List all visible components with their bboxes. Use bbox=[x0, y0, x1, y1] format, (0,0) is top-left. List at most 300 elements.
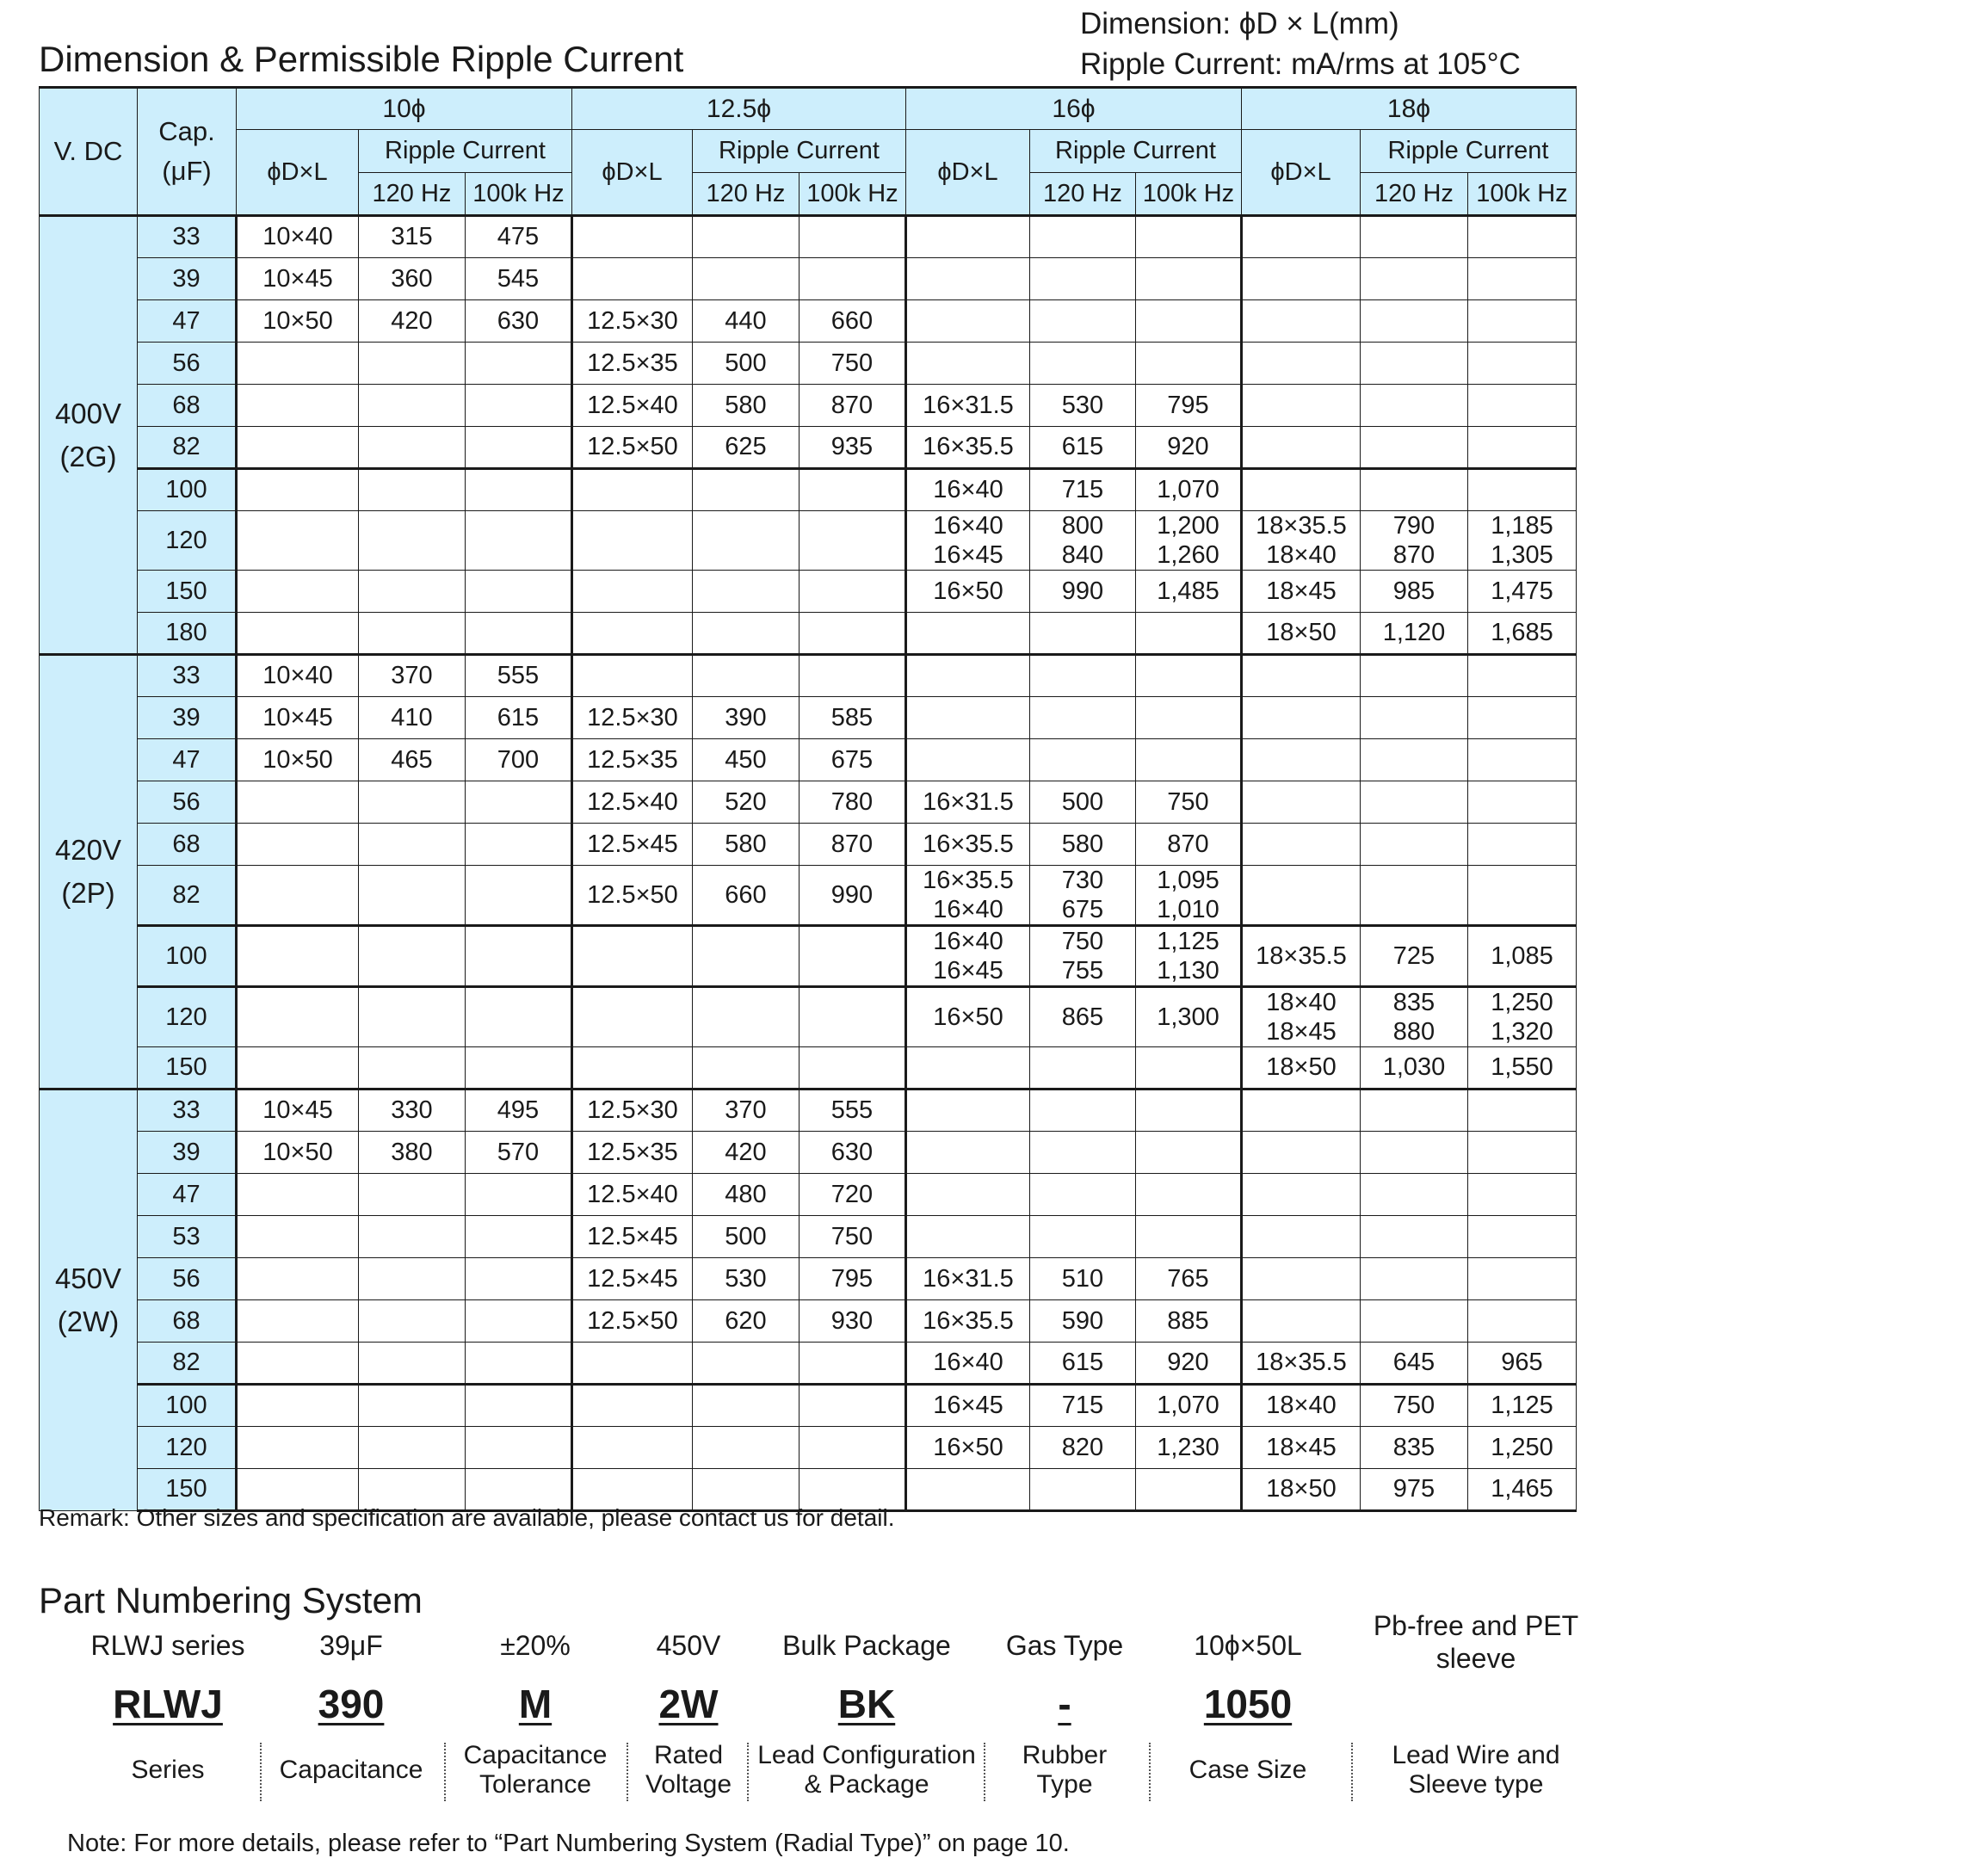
dl-header: ϕD×L bbox=[572, 130, 693, 216]
ripple-100khz-cell: 1,070 bbox=[1136, 469, 1242, 511]
dimension-cell: 12.5×50 bbox=[572, 1300, 693, 1343]
ripple-100khz-cell bbox=[800, 469, 906, 511]
ripple-100khz-cell: 990 bbox=[800, 866, 906, 926]
ripple-120hz-cell bbox=[693, 571, 800, 613]
ripple-120hz-cell: 370 bbox=[359, 655, 466, 697]
part-number-code: M bbox=[518, 1682, 553, 1726]
ripple-100khz-cell: 675 bbox=[800, 739, 906, 781]
dimension-cell bbox=[572, 613, 693, 655]
ripple-120hz-cell: 410 bbox=[359, 697, 466, 739]
ripple-120hz-cell bbox=[1030, 697, 1136, 739]
remark-text: Remark: Other sizes and specification are available, please contact us for detail. bbox=[39, 1504, 895, 1531]
capacitance-cell: 47 bbox=[138, 1174, 237, 1216]
part-number-label: Lead Configuration & Package bbox=[757, 1741, 976, 1799]
ripple-100khz-cell bbox=[1468, 866, 1577, 926]
ripple-100khz-cell: 1,185 1,305 bbox=[1468, 511, 1577, 571]
ripple-100khz-cell bbox=[1136, 216, 1242, 258]
dimension-cell bbox=[237, 613, 359, 655]
ripple-120hz-cell: 730 675 bbox=[1030, 866, 1136, 926]
dimension-cell: 18×50 bbox=[1242, 613, 1361, 655]
dimension-cell bbox=[572, 987, 693, 1047]
capacitance-cell: 68 bbox=[138, 824, 237, 866]
ripple-100khz-cell: 1,230 bbox=[1136, 1427, 1242, 1469]
ripple-100khz-cell bbox=[466, 613, 572, 655]
ripple-120hz-cell bbox=[693, 216, 800, 258]
ripple-100khz-cell bbox=[466, 926, 572, 987]
ripple-120hz-cell: 580 bbox=[1030, 824, 1136, 866]
freq-100k-header: 100k Hz bbox=[800, 173, 906, 216]
table-row bbox=[40, 1258, 1577, 1300]
ripple-120hz-cell bbox=[1030, 655, 1136, 697]
ripple-120hz-cell: 750 755 bbox=[1030, 926, 1136, 987]
dl-header: ϕD×L bbox=[1242, 130, 1361, 216]
part-number-label: Capacitance Tolerance bbox=[463, 1741, 608, 1799]
dimension-cell bbox=[237, 427, 359, 469]
dimension-cell: 18×35.5 bbox=[1242, 1343, 1361, 1385]
dimension-cell bbox=[572, 571, 693, 613]
vdc-header: V. DC bbox=[40, 88, 138, 216]
dimension-cell: 16×35.5 bbox=[906, 824, 1030, 866]
ripple-120hz-cell: 440 bbox=[693, 300, 800, 343]
ripple-120hz-cell: 835 880 bbox=[1361, 987, 1468, 1047]
ripple-120hz-cell: 985 bbox=[1361, 571, 1468, 613]
ripple-100khz-cell: 660 bbox=[800, 300, 906, 343]
ripple-100khz-cell bbox=[800, 987, 906, 1047]
ripple-120hz-cell bbox=[359, 511, 466, 571]
group-header-10: 10ϕ bbox=[237, 88, 572, 130]
table-row bbox=[40, 571, 1577, 613]
ripple-120hz-cell: 715 bbox=[1030, 469, 1136, 511]
capacitance-cell: 82 bbox=[138, 1343, 237, 1385]
ripple-100khz-cell bbox=[1136, 1216, 1242, 1258]
dimension-cell bbox=[1242, 1258, 1361, 1300]
table-row bbox=[40, 824, 1577, 866]
ripple-120hz-cell: 620 bbox=[693, 1300, 800, 1343]
ripple-120hz-cell bbox=[1361, 1300, 1468, 1343]
dimension-cell: 18×50 bbox=[1242, 1047, 1361, 1089]
table-row bbox=[40, 1089, 1577, 1132]
table-row bbox=[40, 469, 1577, 511]
ripple-120hz-cell: 615 bbox=[1030, 427, 1136, 469]
ripple-120hz-cell bbox=[1030, 1089, 1136, 1132]
dimension-cell: 12.5×30 bbox=[572, 1089, 693, 1132]
ripple-100khz-cell: 1,485 bbox=[1136, 571, 1242, 613]
part-number-separator bbox=[627, 1743, 628, 1801]
group-header-16: 16ϕ bbox=[906, 88, 1242, 130]
table-row bbox=[40, 781, 1577, 824]
dimension-cell bbox=[1242, 866, 1361, 926]
ripple-100khz-cell bbox=[1136, 1089, 1242, 1132]
ripple-120hz-cell bbox=[693, 469, 800, 511]
dimension-cell: 12.5×35 bbox=[572, 739, 693, 781]
ripple-100khz-cell bbox=[1468, 1132, 1577, 1174]
dimension-cell bbox=[237, 571, 359, 613]
dimension-cell: 12.5×35 bbox=[572, 343, 693, 385]
dimension-cell: 16×40 bbox=[906, 1343, 1030, 1385]
ripple-100khz-cell bbox=[466, 1174, 572, 1216]
ripple-unit-note: Ripple Current: mA/rms at 105°C bbox=[1080, 47, 1521, 81]
dimension-cell: 18×45 bbox=[1242, 571, 1361, 613]
ripple-120hz-cell: 790 870 bbox=[1361, 511, 1468, 571]
dimension-cell bbox=[237, 1216, 359, 1258]
dimension-cell: 12.5×45 bbox=[572, 1258, 693, 1300]
ripple-100khz-cell bbox=[1468, 655, 1577, 697]
ripple-120hz-cell bbox=[1361, 866, 1468, 926]
dimension-cell bbox=[1242, 1089, 1361, 1132]
capacitance-cell: 82 bbox=[138, 866, 237, 926]
ripple-120hz-cell: 380 bbox=[359, 1132, 466, 1174]
part-number-code: 2W bbox=[658, 1682, 719, 1726]
ripple-current-table bbox=[39, 86, 1577, 1512]
dimension-cell bbox=[1242, 300, 1361, 343]
dimension-cell bbox=[906, 1047, 1030, 1089]
ripple-100khz-cell: 780 bbox=[800, 781, 906, 824]
dimension-cell bbox=[237, 1047, 359, 1089]
capacitance-cell: 120 bbox=[138, 987, 237, 1047]
capacitance-cell: 68 bbox=[138, 385, 237, 427]
dimension-cell bbox=[237, 1258, 359, 1300]
ripple-100khz-cell bbox=[800, 216, 906, 258]
freq-120-header: 120 Hz bbox=[1361, 173, 1468, 216]
dimension-cell: 18×40 bbox=[1242, 1385, 1361, 1427]
ripple-120hz-cell bbox=[1030, 1216, 1136, 1258]
dimension-cell: 10×45 bbox=[237, 258, 359, 300]
table-row bbox=[40, 1343, 1577, 1385]
ripple-120hz-cell: 510 bbox=[1030, 1258, 1136, 1300]
dimension-cell bbox=[572, 216, 693, 258]
freq-120-header: 120 Hz bbox=[693, 173, 800, 216]
part-number-description: 39μF bbox=[319, 1630, 383, 1661]
ripple-120hz-cell bbox=[1030, 343, 1136, 385]
capacitance-cell: 39 bbox=[138, 1132, 237, 1174]
part-number-label: Capacitance bbox=[279, 1756, 423, 1784]
table-row bbox=[40, 655, 1577, 697]
ripple-100khz-cell: 870 bbox=[1136, 824, 1242, 866]
ripple-120hz-cell bbox=[693, 1385, 800, 1427]
voltage-label: 400V bbox=[54, 397, 122, 429]
ripple-100khz-cell: 720 bbox=[800, 1174, 906, 1216]
ripple-120hz-cell bbox=[1361, 1216, 1468, 1258]
ripple-100khz-cell bbox=[1468, 697, 1577, 739]
ripple-120hz-cell: 530 bbox=[1030, 385, 1136, 427]
dimension-cell: 10×50 bbox=[237, 1132, 359, 1174]
ripple-120hz-cell: 420 bbox=[693, 1132, 800, 1174]
table-row bbox=[40, 385, 1577, 427]
dimension-cell bbox=[237, 824, 359, 866]
ripple-120hz-cell: 530 bbox=[693, 1258, 800, 1300]
ripple-100khz-cell bbox=[1136, 1469, 1242, 1511]
cap-header-line2: (μF) bbox=[162, 156, 212, 186]
dimension-cell bbox=[1242, 385, 1361, 427]
dimension-cell bbox=[1242, 1132, 1361, 1174]
ripple-100khz-cell: 765 bbox=[1136, 1258, 1242, 1300]
dimension-cell: 10×50 bbox=[237, 300, 359, 343]
dimension-cell bbox=[572, 1047, 693, 1089]
ripple-100khz-cell bbox=[800, 926, 906, 987]
part-number-label: Series bbox=[131, 1756, 205, 1784]
ripple-100khz-cell: 630 bbox=[466, 300, 572, 343]
ripple-120hz-cell bbox=[1030, 216, 1136, 258]
ripple-100khz-cell: 870 bbox=[800, 385, 906, 427]
part-number-description: 450V bbox=[656, 1630, 721, 1661]
group-header-12-5: 12.5ϕ bbox=[572, 88, 906, 130]
ripple-100khz-cell bbox=[466, 866, 572, 926]
part-number-description: Pb-free and PET sleeve bbox=[1373, 1610, 1579, 1674]
ripple-100khz-cell: 1,250 1,320 bbox=[1468, 987, 1577, 1047]
dimension-cell bbox=[906, 1216, 1030, 1258]
ripple-120hz-cell: 590 bbox=[1030, 1300, 1136, 1343]
ripple-120hz-cell: 465 bbox=[359, 739, 466, 781]
ripple-100khz-cell bbox=[1136, 697, 1242, 739]
ripple-100khz-cell bbox=[1468, 1174, 1577, 1216]
dimension-cell bbox=[572, 655, 693, 697]
ripple-100khz-cell bbox=[1468, 469, 1577, 511]
capacitance-cell: 33 bbox=[138, 655, 237, 697]
part-number-description: Bulk Package bbox=[782, 1630, 951, 1661]
part-number-code: - bbox=[1058, 1682, 1071, 1726]
part-numbering-title: Part Numbering System bbox=[39, 1580, 423, 1620]
capacitance-cell: 39 bbox=[138, 697, 237, 739]
table-row bbox=[40, 987, 1577, 1047]
ripple-100khz-cell: 1,095 1,010 bbox=[1136, 866, 1242, 926]
cap-header-line1: Cap. bbox=[158, 116, 215, 146]
dimension-cell: 12.5×45 bbox=[572, 1216, 693, 1258]
cap-header bbox=[138, 88, 237, 216]
ripple-120hz-cell: 580 bbox=[693, 385, 800, 427]
ripple-120hz-cell bbox=[359, 987, 466, 1047]
part-number-separator bbox=[260, 1743, 262, 1801]
table-row bbox=[40, 926, 1577, 987]
dimension-cell: 12.5×50 bbox=[572, 427, 693, 469]
ripple-100khz-cell bbox=[466, 1343, 572, 1385]
capacitance-cell: 56 bbox=[138, 343, 237, 385]
dimension-cell bbox=[1242, 824, 1361, 866]
ripple-120hz-cell: 715 bbox=[1030, 1385, 1136, 1427]
page-title: Dimension & Permissible Ripple Current bbox=[39, 39, 684, 79]
capacitance-cell: 56 bbox=[138, 781, 237, 824]
ripple-120hz-cell bbox=[693, 258, 800, 300]
dimension-cell: 10×40 bbox=[237, 655, 359, 697]
dimension-cell: 10×45 bbox=[237, 697, 359, 739]
table-row bbox=[40, 739, 1577, 781]
ripple-100khz-cell: 1,465 bbox=[1468, 1469, 1577, 1511]
ripple-100khz-cell: 750 bbox=[1136, 781, 1242, 824]
dimension-cell bbox=[906, 1174, 1030, 1216]
ripple-120hz-cell: 500 bbox=[693, 343, 800, 385]
ripple-100khz-cell bbox=[1136, 258, 1242, 300]
capacitance-cell: 68 bbox=[138, 1300, 237, 1343]
capacitance-cell: 39 bbox=[138, 258, 237, 300]
dimension-cell: 10×50 bbox=[237, 739, 359, 781]
dimension-cell bbox=[572, 469, 693, 511]
ripple-100khz-cell bbox=[466, 343, 572, 385]
dimension-cell bbox=[237, 1385, 359, 1427]
table-row bbox=[40, 343, 1577, 385]
dimension-cell: 16×45 bbox=[906, 1385, 1030, 1427]
ripple-100khz-cell: 570 bbox=[466, 1132, 572, 1174]
ripple-100khz-cell bbox=[466, 987, 572, 1047]
ripple-120hz-cell: 420 bbox=[359, 300, 466, 343]
ripple-100khz-cell: 1,200 1,260 bbox=[1136, 511, 1242, 571]
dimension-cell: 12.5×50 bbox=[572, 866, 693, 926]
dimension-cell bbox=[1242, 258, 1361, 300]
ripple-100khz-cell: 750 bbox=[800, 343, 906, 385]
dimension-cell: 16×35.5 16×40 bbox=[906, 866, 1030, 926]
note-text: Note: For more details, please refer to “Part Numbering System (Radial Type)” on page 10. bbox=[67, 1830, 1070, 1857]
dimension-cell: 18×50 bbox=[1242, 1469, 1361, 1511]
ripple-100khz-cell bbox=[466, 824, 572, 866]
ripple-100khz-cell bbox=[800, 655, 906, 697]
ripple-100khz-cell: 795 bbox=[1136, 385, 1242, 427]
dimension-cell bbox=[1242, 427, 1361, 469]
ripple-120hz-cell bbox=[1361, 385, 1468, 427]
ripple-100khz-cell: 795 bbox=[800, 1258, 906, 1300]
ripple-100khz-cell bbox=[466, 1427, 572, 1469]
ripple-120hz-cell: 500 bbox=[693, 1216, 800, 1258]
dimension-cell bbox=[572, 926, 693, 987]
ripple-120hz-cell: 865 bbox=[1030, 987, 1136, 1047]
table-row bbox=[40, 300, 1577, 343]
table-row bbox=[40, 1047, 1577, 1089]
dl-header: ϕD×L bbox=[237, 130, 359, 216]
ripple-120hz-cell: 370 bbox=[693, 1089, 800, 1132]
dimension-cell bbox=[237, 866, 359, 926]
ripple-100khz-cell: 1,475 bbox=[1468, 571, 1577, 613]
ripple-120hz-cell bbox=[359, 571, 466, 613]
ripple-120hz-cell: 520 bbox=[693, 781, 800, 824]
ripple-100khz-cell: 1,070 bbox=[1136, 1385, 1242, 1427]
part-number-code: RLWJ bbox=[113, 1682, 223, 1726]
ripple-120hz-cell bbox=[359, 866, 466, 926]
voltage-label: (2G) bbox=[59, 440, 117, 472]
dimension-cell: 18×35.5 18×40 bbox=[1242, 511, 1361, 571]
ripple-120hz-cell bbox=[359, 1047, 466, 1089]
ripple-120hz-cell bbox=[359, 926, 466, 987]
dimension-cell bbox=[906, 300, 1030, 343]
ripple-100khz-cell: 1,125 bbox=[1468, 1385, 1577, 1427]
ripple-100khz-cell bbox=[800, 511, 906, 571]
table-row bbox=[40, 613, 1577, 655]
ripple-100khz-cell: 750 bbox=[800, 1216, 906, 1258]
part-number-separator bbox=[747, 1743, 749, 1801]
ripple-120hz-cell: 835 bbox=[1361, 1427, 1468, 1469]
ripple-100khz-cell: 630 bbox=[800, 1132, 906, 1174]
table-row bbox=[40, 1385, 1577, 1427]
ripple-120hz-cell: 625 bbox=[693, 427, 800, 469]
ripple-header: Ripple Current bbox=[1361, 130, 1577, 173]
table-body bbox=[40, 216, 1577, 1511]
ripple-120hz-cell: 500 bbox=[1030, 781, 1136, 824]
ripple-120hz-cell bbox=[1361, 655, 1468, 697]
dimension-cell: 16×31.5 bbox=[906, 385, 1030, 427]
capacitance-cell: 150 bbox=[138, 1047, 237, 1089]
voltage-cell bbox=[40, 1089, 138, 1511]
table-row bbox=[40, 1174, 1577, 1216]
ripple-100khz-cell bbox=[1468, 1216, 1577, 1258]
voltage-label: (2P) bbox=[61, 877, 115, 909]
dimension-cell bbox=[1242, 216, 1361, 258]
dimension-cell bbox=[572, 1427, 693, 1469]
ripple-100khz-cell bbox=[1468, 385, 1577, 427]
ripple-120hz-cell: 1,030 bbox=[1361, 1047, 1468, 1089]
ripple-100khz-cell: 1,125 1,130 bbox=[1136, 926, 1242, 987]
ripple-120hz-cell bbox=[1361, 469, 1468, 511]
ripple-100khz-cell bbox=[1468, 824, 1577, 866]
ripple-100khz-cell: 935 bbox=[800, 427, 906, 469]
table-row bbox=[40, 258, 1577, 300]
dimension-cell bbox=[906, 216, 1030, 258]
ripple-120hz-cell bbox=[1361, 1258, 1468, 1300]
dimension-cell bbox=[906, 258, 1030, 300]
ripple-100khz-cell bbox=[800, 613, 906, 655]
dimension-cell bbox=[1242, 781, 1361, 824]
ripple-120hz-cell bbox=[359, 1427, 466, 1469]
dimension-cell bbox=[237, 385, 359, 427]
ripple-100khz-cell bbox=[800, 1385, 906, 1427]
part-number-code: BK bbox=[837, 1682, 896, 1726]
ripple-100khz-cell: 930 bbox=[800, 1300, 906, 1343]
capacitance-cell: 53 bbox=[138, 1216, 237, 1258]
dimension-cell: 16×35.5 bbox=[906, 1300, 1030, 1343]
freq-100k-header: 100k Hz bbox=[466, 173, 572, 216]
ripple-120hz-cell: 990 bbox=[1030, 571, 1136, 613]
ripple-120hz-cell bbox=[1361, 300, 1468, 343]
dimension-cell bbox=[1242, 1300, 1361, 1343]
ripple-120hz-cell bbox=[1361, 1174, 1468, 1216]
dimension-cell: 16×31.5 bbox=[906, 781, 1030, 824]
ripple-100khz-cell: 1,085 bbox=[1468, 926, 1577, 987]
dimension-cell bbox=[906, 655, 1030, 697]
part-number-separator bbox=[1351, 1743, 1353, 1801]
dimension-cell: 18×45 bbox=[1242, 1427, 1361, 1469]
capacitance-cell: 100 bbox=[138, 469, 237, 511]
ripple-120hz-cell bbox=[359, 824, 466, 866]
freq-120-header: 120 Hz bbox=[1030, 173, 1136, 216]
capacitance-cell: 56 bbox=[138, 1258, 237, 1300]
ripple-120hz-cell: 360 bbox=[359, 258, 466, 300]
table-row bbox=[40, 1216, 1577, 1258]
ripple-header: Ripple Current bbox=[1030, 130, 1242, 173]
ripple-100khz-cell: 1,300 bbox=[1136, 987, 1242, 1047]
dimension-cell: 16×50 bbox=[906, 571, 1030, 613]
dimension-cell bbox=[1242, 739, 1361, 781]
dimension-cell bbox=[906, 1089, 1030, 1132]
ripple-100khz-cell bbox=[466, 511, 572, 571]
freq-120-header: 120 Hz bbox=[359, 173, 466, 216]
ripple-100khz-cell bbox=[466, 781, 572, 824]
dimension-cell bbox=[237, 781, 359, 824]
capacitance-cell: 33 bbox=[138, 1089, 237, 1132]
ripple-100khz-cell: 555 bbox=[466, 655, 572, 697]
ripple-120hz-cell bbox=[359, 1216, 466, 1258]
dimension-cell bbox=[906, 343, 1030, 385]
dimension-cell: 12.5×40 bbox=[572, 1174, 693, 1216]
table-row bbox=[40, 511, 1577, 571]
dimension-cell: 12.5×30 bbox=[572, 300, 693, 343]
dimension-cell: 18×40 18×45 bbox=[1242, 987, 1361, 1047]
ripple-header: Ripple Current bbox=[359, 130, 572, 173]
ripple-100khz-cell: 920 bbox=[1136, 1343, 1242, 1385]
part-number-description: RLWJ series bbox=[90, 1630, 245, 1661]
ripple-120hz-cell: 315 bbox=[359, 216, 466, 258]
ripple-120hz-cell bbox=[693, 1047, 800, 1089]
ripple-120hz-cell bbox=[359, 1258, 466, 1300]
ripple-100khz-cell bbox=[1468, 300, 1577, 343]
dimension-cell: 16×40 bbox=[906, 469, 1030, 511]
ripple-100khz-cell bbox=[1136, 655, 1242, 697]
voltage-label: 420V bbox=[54, 834, 122, 866]
part-number-label: Lead Wire and Sleeve type bbox=[1392, 1741, 1560, 1799]
